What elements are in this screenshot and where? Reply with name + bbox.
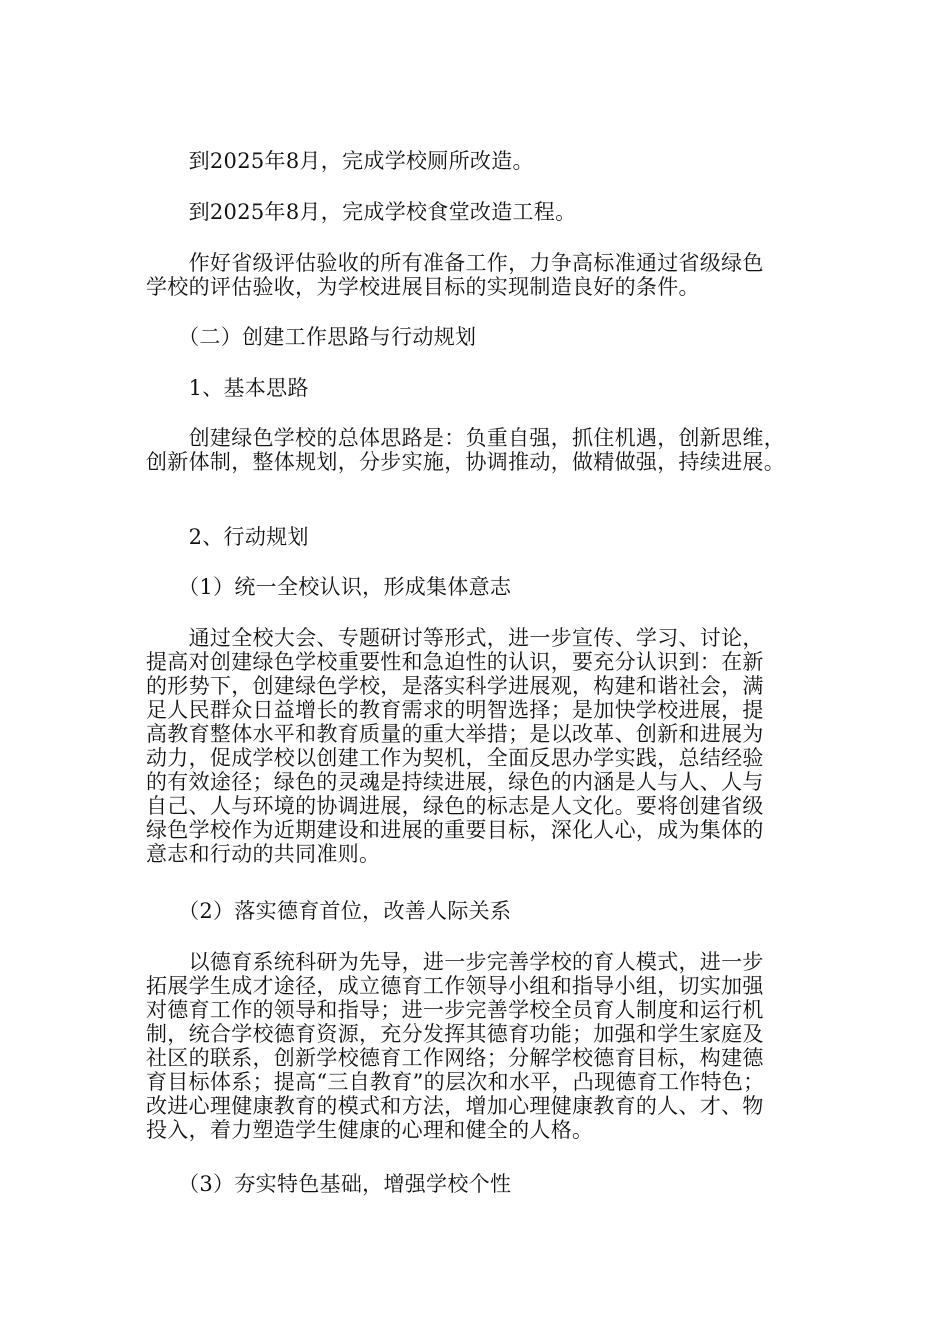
section-heading [146, 325, 826, 349]
paragraph [146, 251, 826, 299]
heading-text: 2、行动规划 [146, 525, 309, 549]
text-line: 动力，促成学校以创建工作为契机，全面反思办学实践，总结经验 [146, 746, 764, 770]
text-line: 以德育系统科研为先导，进一步完善学校的育人模式，进一步 [146, 950, 764, 974]
text-line: 创新体制，整体规划，分步实施，协调推动，做精做强，持续进展。 [146, 450, 785, 474]
item-heading [146, 575, 826, 599]
heading-text: （2）落实德育首位，改善人际关系 [146, 899, 512, 923]
subsection-heading [146, 376, 826, 400]
subsection-heading [146, 525, 826, 549]
text-line: 意志和行动的共同准则。 [146, 842, 381, 866]
item-heading [146, 1172, 826, 1196]
text-line: 足人民群众日益增长的教育需求的明智选择；是加快学校进展，提 [146, 698, 764, 722]
paragraph [146, 626, 826, 866]
text-line: 的有效途径；绿色的灵魂是持续进展，绿色的内涵是人与人、人与 [146, 770, 764, 794]
text-line: 创建绿色学校的总体思路是：负重自强，抓住机遇，创新思维， [146, 426, 785, 450]
text-line: 作好省级评估验收的所有准备工作，力争高标准通过省级绿色 [146, 251, 764, 275]
paragraph [146, 950, 826, 1142]
text-line: 高教育整体水平和教育质量的重大举措；是以改革、创新和进展为 [146, 722, 764, 746]
text-line: 通过全校大会、专题研讨等形式，进一步宣传、学习、讨论， [146, 626, 764, 650]
text-line: 的形势下，创建绿色学校，是落实科学进展观，构建和谐社会，满 [146, 674, 764, 698]
text-line: 社区的联系，创新学校德育工作网络；分解学校德育目标，构建德 [146, 1046, 764, 1070]
text-line: 学校的评估验收，为学校进展目标的实现制造良好的条件。 [146, 275, 700, 299]
text-line: 改进心理健康教育的模式和方法，增加心理健康教育的人、才、物 [146, 1094, 764, 1118]
item-heading [146, 899, 826, 923]
text-line: 育目标体系；提高“三自教育”的层次和水平，凸现德育工作特色； [146, 1070, 765, 1094]
heading-text: （1）统一全校认识，形成集体意志 [146, 575, 512, 599]
text-line: 对德育工作的领导和指导；进一步完善学校全员育人制度和运行机 [146, 998, 764, 1022]
paragraph [146, 426, 826, 474]
paragraph [146, 149, 826, 173]
text-line: 制，统合学校德育资源，充分发挥其德育功能；加强和学生家庭及 [146, 1022, 764, 1046]
text-line: 拓展学生成才途径，成立德育工作领导小组和指导小组，切实加强 [146, 974, 764, 998]
heading-text: （二）创建工作思路与行动规划 [146, 325, 477, 349]
text-line: 到2025年8月，完成学校食堂改造工程。 [146, 200, 577, 224]
paragraph [146, 200, 826, 224]
text-line: 投入，着力塑造学生健康的心理和健全的人格。 [146, 1118, 594, 1142]
text-line: 自己、人与环境的协调进展，绿色的标志是人文化。要将创建省级 [146, 794, 764, 818]
text-line: 绿色学校作为近期建设和进展的重要目标，深化人心，成为集体的 [146, 818, 764, 842]
text-line: 到2025年8月，完成学校厕所改造。 [146, 149, 534, 173]
heading-text: （3）夯实特色基础，增强学校个性 [146, 1172, 512, 1196]
heading-text: 1、基本思路 [146, 376, 309, 400]
text-line: 提高对创建绿色学校重要性和急迫性的认识，要充分认识到：在新 [146, 650, 764, 674]
